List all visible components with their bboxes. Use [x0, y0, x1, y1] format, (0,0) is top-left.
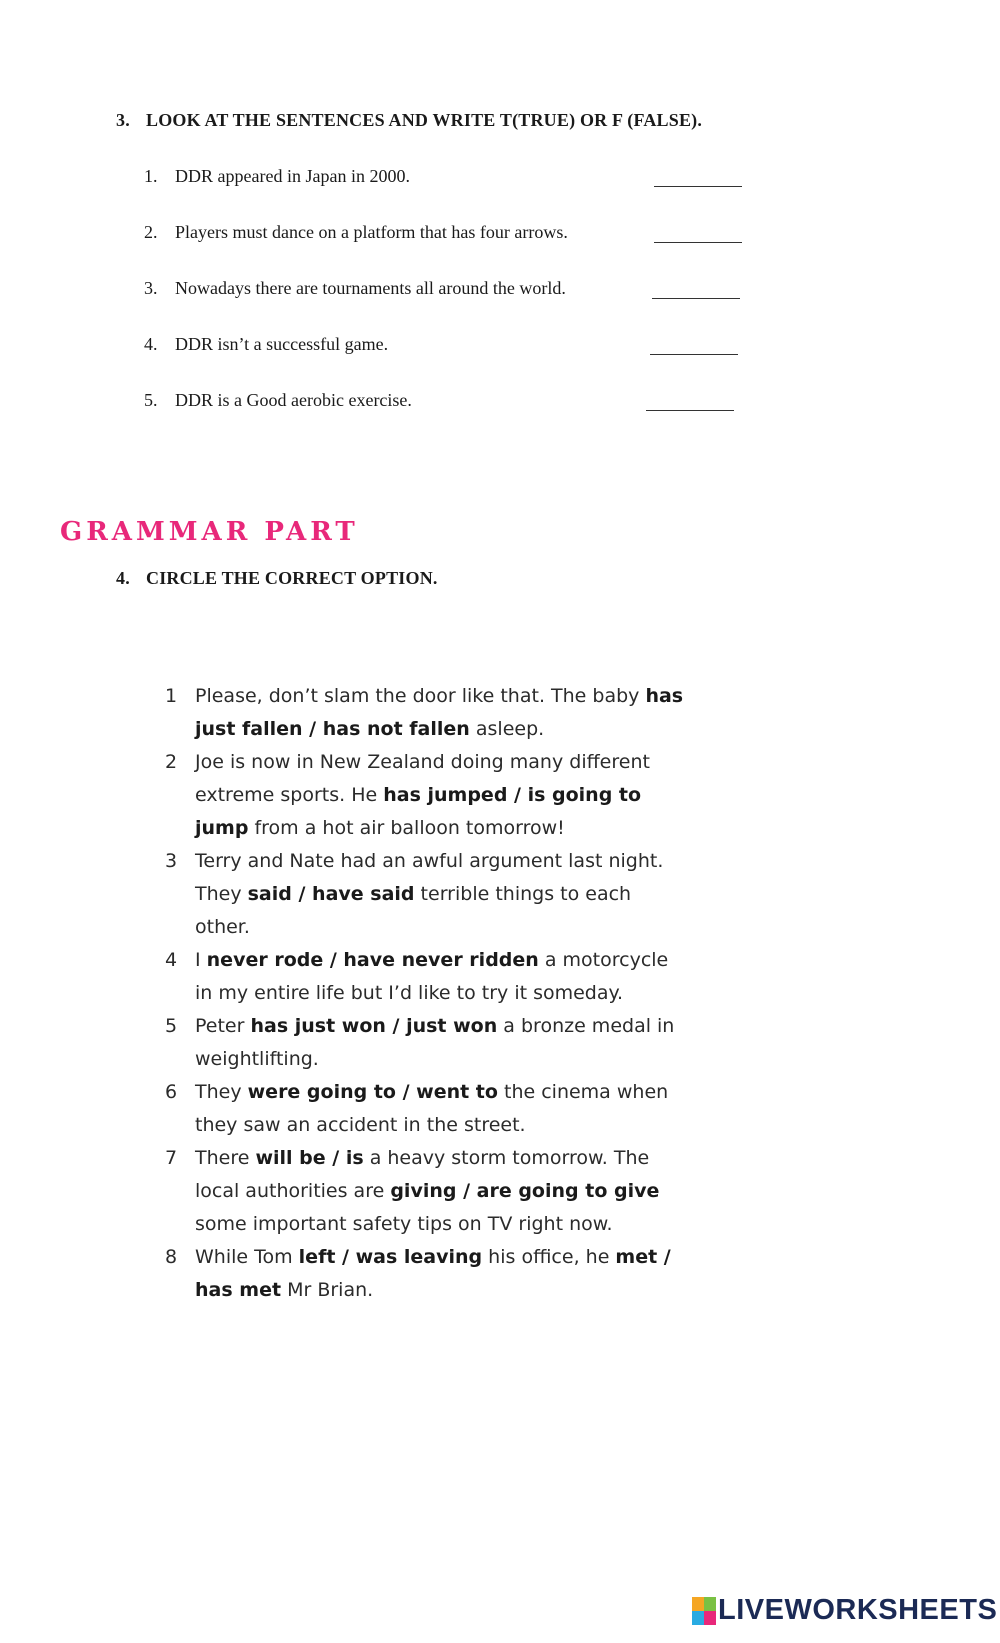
answer-options[interactable]: were going to / went to: [247, 1081, 498, 1103]
list-item: [144, 278, 764, 334]
section-4-heading: [116, 568, 438, 589]
answer-options[interactable]: left / was leaving: [298, 1246, 483, 1268]
answer-options[interactable]: has jumped / is going to jump: [195, 784, 642, 839]
item-index: 2.: [144, 222, 158, 242]
sentence-text: Mr Brian.: [281, 1279, 374, 1301]
item-number: 8: [165, 1246, 178, 1268]
sentence-text: They: [195, 1081, 248, 1103]
item-sentence: [195, 1142, 685, 1241]
answer-options[interactable]: has just won / just won: [250, 1015, 498, 1037]
liveworksheets-logo-icon: [692, 1597, 716, 1625]
sentence-text: terrible things to each other.: [195, 883, 632, 938]
answer-options[interactable]: giving / are going to give: [390, 1180, 660, 1202]
list-item: [144, 166, 764, 222]
answer-blank[interactable]: [646, 396, 734, 411]
item-text: DDR isn’t a successful game.: [175, 334, 389, 354]
sentence-text: some important safety tips on TV right now.: [195, 1213, 613, 1235]
list-item: [165, 1076, 685, 1142]
list-item: [165, 746, 685, 845]
brand-name: LIVEWORKSHEETS: [718, 1594, 998, 1626]
sentence-text: There: [195, 1147, 256, 1169]
answer-options[interactable]: will be / is: [255, 1147, 364, 1169]
answer-options[interactable]: met / has met: [195, 1246, 671, 1301]
list-item: [144, 334, 764, 390]
section-3-title: LOOK AT THE SENTENCES AND WRITE T(TRUE) OR F (FALSE).: [146, 110, 703, 130]
item-number: 6: [165, 1081, 178, 1103]
sentence-text: asleep.: [469, 718, 545, 740]
list-item: [165, 680, 685, 746]
item-sentence: [195, 845, 685, 944]
sentence-text: While Tom: [195, 1246, 299, 1268]
item-index: 5.: [144, 390, 158, 410]
item-index: 1.: [144, 166, 158, 186]
item-number: 7: [165, 1147, 178, 1169]
answer-options[interactable]: never rode / have never ridden: [206, 949, 539, 971]
sentence-text: from a hot air balloon tomorrow!: [248, 817, 565, 839]
grammar-part-heading: GRAMMAR PART: [60, 517, 359, 547]
answer-blank[interactable]: [654, 172, 742, 187]
item-sentence: [195, 1241, 685, 1307]
section-4-title: CIRCLE THE CORRECT OPTION.: [146, 568, 438, 588]
sentence-text: Please, don’t slam the door like that. The baby: [195, 685, 646, 707]
item-sentence: [195, 746, 685, 845]
item-number: 2: [165, 751, 178, 773]
section-3-heading: [116, 110, 702, 131]
item-sentence: [195, 1076, 685, 1142]
sentence-text: a motorcycle in my entire life but I’d like to try it someday.: [195, 949, 669, 1004]
answer-blank[interactable]: [650, 340, 738, 355]
item-text: DDR is a Good aerobic exercise.: [175, 390, 412, 410]
answer-blank[interactable]: [654, 228, 742, 243]
item-sentence: [195, 680, 685, 746]
sentence-text: the cinema when they saw an accident in the street.: [195, 1081, 669, 1136]
liveworksheets-logo: [692, 1594, 997, 1627]
answer-options[interactable]: said / have said: [247, 883, 415, 905]
item-index: 3.: [144, 278, 158, 298]
sentence-text: a bronze medal in weightlifting.: [195, 1015, 675, 1070]
answer-blank[interactable]: [652, 284, 740, 299]
list-item: [144, 222, 764, 278]
list-item: [165, 1142, 685, 1241]
sentence-text: a heavy storm tomorrow. The local authorities are: [195, 1147, 650, 1202]
list-item: [165, 1010, 685, 1076]
item-sentence: [195, 1010, 685, 1076]
circle-option-list: [165, 680, 685, 1307]
item-index: 4.: [144, 334, 158, 354]
list-item: [165, 845, 685, 944]
sentence-text: his office, he: [482, 1246, 616, 1268]
item-sentence: [195, 944, 685, 1010]
item-text: Players must dance on a platform that has four arrows.: [175, 222, 568, 242]
answer-options[interactable]: has just fallen / has not fallen: [195, 685, 684, 740]
list-item: [165, 944, 685, 1010]
true-false-list: [144, 166, 764, 446]
sentence-text: Joe is now in New Zealand doing many different extreme sports. He: [195, 751, 650, 806]
sentence-text: I: [195, 949, 207, 971]
item-number: 4: [165, 949, 178, 971]
item-text: DDR appeared in Japan in 2000.: [175, 166, 410, 186]
section-3-number: 3.: [116, 110, 130, 130]
item-number: 5: [165, 1015, 178, 1037]
section-4-number: 4.: [116, 568, 130, 588]
item-text: Nowadays there are tournaments all around the world.: [175, 278, 566, 298]
list-item: [165, 1241, 685, 1307]
list-item: [144, 390, 764, 446]
item-number: 3: [165, 850, 178, 872]
item-number: 1: [165, 685, 178, 707]
sentence-text: Peter: [195, 1015, 251, 1037]
sentence-text: Terry and Nate had an awful argument last night. They: [195, 850, 664, 905]
